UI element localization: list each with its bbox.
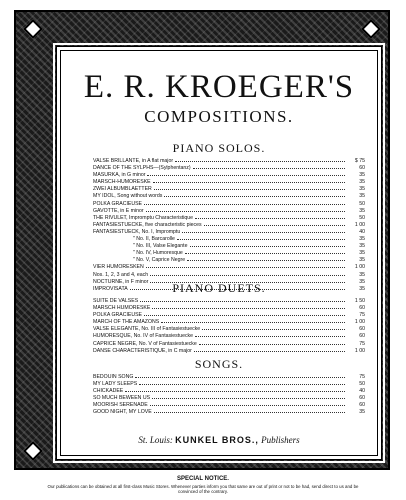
item-title: VALSE BRILLANTE, in A flat major: [93, 158, 174, 164]
dot-leader: [204, 221, 345, 226]
item-title: GOOD NIGHT, MY LOVE: [93, 409, 152, 416]
dot-leader: [175, 157, 345, 162]
list-item: [93, 304, 365, 311]
list-item: [93, 221, 365, 228]
item-price: 35: [359, 409, 365, 416]
list-item: [93, 325, 365, 332]
item-price: 35: [359, 186, 365, 193]
dot-leader: [202, 325, 345, 330]
item-title: CHICKADEE: [93, 388, 124, 395]
special-notice-title: SPECIAL NOTICE.: [177, 476, 229, 482]
title-panel: [56, 46, 382, 460]
item-price: $ 75: [354, 158, 365, 164]
item-title: MY LADY SLEEPS: [93, 381, 138, 388]
item-title: CAPRICE NEGRE, No. V of Fantasiestuecke: [93, 340, 197, 347]
list-item: [93, 242, 365, 249]
list-item: [93, 318, 365, 325]
item-price: 35: [359, 257, 365, 264]
item-title: " No. V, Caprice Negre: [133, 257, 186, 264]
item-title: Nos. 1, 2, 3 and 4, each: [93, 271, 149, 278]
list-item: [93, 373, 365, 380]
piano-solos-list: [93, 157, 365, 292]
item-price: 75: [359, 340, 365, 347]
list-item: [93, 408, 365, 415]
list-item: [93, 164, 365, 171]
item-title: MOORISH SERENADE: [93, 402, 148, 409]
dot-leader: [140, 297, 345, 302]
dot-leader: [187, 256, 345, 261]
item-title: NOCTURNE, in F minor: [93, 278, 149, 285]
list-item: [93, 157, 365, 164]
dot-leader: [185, 249, 345, 254]
item-price: 60: [359, 395, 365, 402]
dot-leader: [152, 394, 345, 399]
list-item: [93, 256, 365, 263]
item-title: " No. II, Barcarolle: [133, 236, 175, 243]
list-item: [93, 185, 365, 192]
item-title: SUITE DE VALSES: [93, 298, 139, 304]
dot-leader: [144, 311, 345, 316]
list-item: [93, 380, 365, 387]
item-title: " No. III, Valse Elegante: [133, 243, 188, 250]
item-title: GAVOTTE, in E minor: [93, 207, 144, 214]
item-price: 40: [359, 388, 365, 395]
item-price: 35: [359, 193, 365, 200]
dot-leader: [150, 401, 345, 406]
item-title: THE RIVULET, Impromptu Characteristique: [93, 214, 194, 221]
list-item: [93, 207, 365, 214]
item-title: BEDOUIN SONG: [93, 374, 134, 380]
dot-leader: [161, 318, 345, 323]
item-title: IMPROVISATA: [93, 285, 128, 292]
list-item: [93, 192, 365, 199]
decorative-border: [14, 10, 390, 470]
list-item: [93, 297, 365, 304]
item-price: 35: [359, 250, 365, 257]
piano-duets-list: [93, 297, 365, 354]
item-title: FANTASIESTUECKE, five characteristic pieces: [93, 221, 202, 228]
item-price: 50: [359, 381, 365, 388]
item-title: MARCH OF THE AMAZONS: [93, 319, 160, 326]
item-price: 50: [359, 200, 365, 207]
list-item: [93, 200, 365, 207]
list-item: [93, 263, 365, 270]
list-item: [93, 401, 365, 408]
item-title: DANCE OF THE SYLPHS—(Sylphentanz): [93, 165, 191, 172]
item-price: 40: [359, 228, 365, 235]
item-title: SO MUCH BEWEEN US: [93, 395, 151, 402]
item-price: 1 00: [354, 319, 365, 326]
item-title: HUMORESQUE, No. IV of Fantasiestuecke: [93, 333, 194, 340]
item-price: 35: [359, 236, 365, 243]
section-heading-songs: SONGS.: [194, 357, 244, 371]
item-title: POLKA GRACIEUSE: [93, 200, 143, 207]
item-title: MARSCH-HUMORESKE: [93, 179, 151, 186]
corner-ornament: [23, 19, 43, 39]
dot-leader: [177, 235, 345, 240]
item-title: POLKA GRACIEUSE: [93, 312, 143, 319]
publisher-city: St. Louis:: [138, 435, 173, 445]
item-price: 1 50: [354, 298, 365, 304]
item-title: MARSCH HUMORESKE: [93, 305, 151, 312]
publisher-line: [57, 435, 381, 445]
corner-ornament: [361, 19, 381, 39]
item-price: 1 00: [354, 347, 365, 354]
item-title: ZWEI ALBUMBLAETTER: [93, 186, 152, 193]
item-title: DANSE CHARACTERISTIQUE, in C major: [93, 347, 192, 354]
list-item: [93, 340, 365, 347]
dot-leader: [199, 340, 345, 345]
item-price: 35: [359, 207, 365, 214]
page-subtitle: COMPOSITIONS.: [144, 107, 294, 126]
dot-leader: [152, 304, 345, 309]
item-title: VIER HUMORESKEN: [93, 264, 144, 271]
dot-leader: [139, 380, 345, 385]
dot-leader: [125, 387, 345, 392]
page-title: E. R. KROEGER'S: [83, 69, 355, 105]
dot-leader: [153, 178, 345, 183]
item-title: MY IDOL, Song without words: [93, 193, 163, 200]
item-price: 35: [359, 179, 365, 186]
item-title: MASURKA, in G minor: [93, 172, 146, 179]
list-item: [93, 271, 365, 278]
item-price: 35: [359, 285, 365, 292]
dot-leader: [147, 171, 345, 176]
list-item: [93, 171, 365, 178]
item-price: 60: [359, 165, 365, 172]
dot-leader: [154, 408, 345, 413]
songs-list: [93, 373, 365, 416]
dot-leader: [190, 242, 345, 247]
list-item: [93, 178, 365, 185]
list-item: [93, 332, 365, 339]
item-price: 35: [359, 243, 365, 250]
item-price: 1 00: [354, 221, 365, 228]
item-title: " No. IV, Humoresque: [133, 250, 183, 257]
item-price: 35: [359, 271, 365, 278]
dot-leader: [193, 164, 345, 169]
dot-leader: [150, 271, 345, 276]
item-title: FANTASIESTUECK, No. I, Impromptu: [93, 228, 181, 235]
list-item: [93, 347, 365, 354]
item-price: 60: [359, 402, 365, 409]
item-price: 1 00: [354, 264, 365, 271]
dot-leader: [195, 214, 345, 219]
list-item: [93, 311, 365, 318]
item-price: 60: [359, 305, 365, 312]
item-price: 35: [359, 172, 365, 179]
list-item: [93, 387, 365, 394]
dot-leader: [154, 185, 345, 190]
dot-leader: [164, 192, 345, 197]
list-item: [93, 249, 365, 256]
item-price: 60: [359, 333, 365, 340]
item-price: 60: [359, 326, 365, 333]
dot-leader: [195, 332, 345, 337]
corner-ornament: [23, 441, 43, 461]
dot-leader: [182, 228, 345, 233]
list-item: [93, 394, 365, 401]
dot-leader: [135, 373, 345, 378]
item-title: VALSE ELEGANTE, No. III of Fantasiestuecke: [93, 326, 201, 333]
dot-leader: [144, 200, 345, 205]
dot-leader: [146, 207, 345, 212]
dot-leader: [146, 263, 345, 268]
item-price: 50: [359, 214, 365, 221]
special-notice-text: Our publications can be obtained at all first-class Music Stores. Whenever parties inform you that same are out of print or not to be had, send direct to us and be convinced of the contrary.: [47, 484, 359, 494]
item-price: 75: [359, 374, 365, 380]
item-price: 35: [359, 278, 365, 285]
item-price: 75: [359, 312, 365, 319]
section-heading-piano-duets: PIANO DUETS.: [172, 281, 266, 295]
publisher-name: KUNKEL BROS.,: [175, 435, 259, 445]
list-item: [93, 235, 365, 242]
dot-leader: [194, 347, 345, 352]
publisher-role: Publishers: [261, 435, 300, 445]
section-heading-piano-solos: PIANO SOLOS.: [172, 141, 266, 155]
list-item: [93, 228, 365, 235]
list-item: [93, 214, 365, 221]
